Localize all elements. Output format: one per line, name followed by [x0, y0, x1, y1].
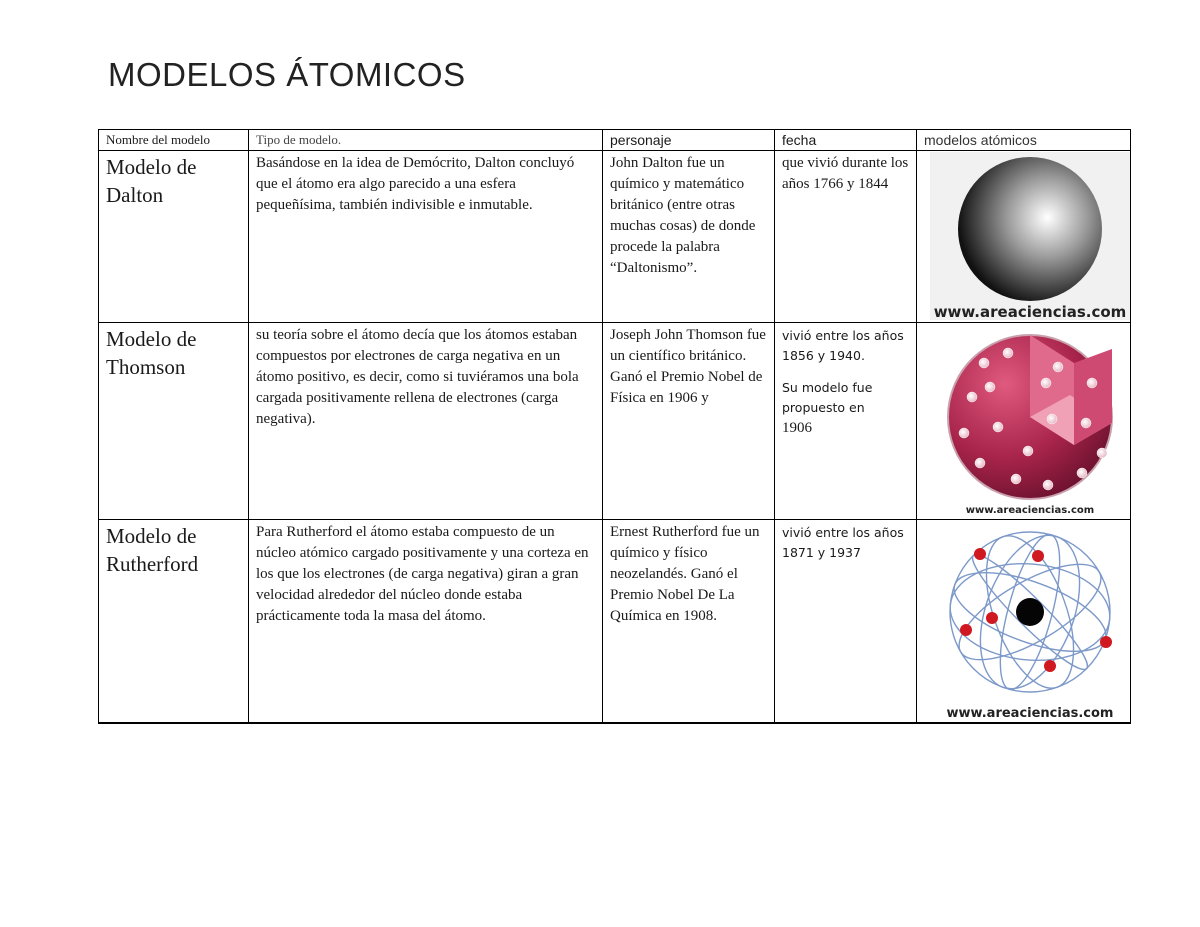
- atomic-models-table: [98, 129, 1131, 724]
- image-credit: www.areaciencias.com: [933, 303, 1127, 321]
- model-proposed-year: 1906: [782, 420, 812, 436]
- header-modelos: modelos atómicos: [917, 130, 1131, 151]
- model-proposed: Su modelo fue propuesto en: [782, 380, 873, 415]
- model-name: Modelo de Thomson: [106, 327, 197, 379]
- page-title: MODELOS ÁTOMICOS: [108, 56, 466, 93]
- header-tipo: Tipo de modelo.: [249, 130, 603, 151]
- table-row: [99, 323, 1131, 520]
- dalton-sphere-icon: [924, 151, 1137, 322]
- model-type: su teoría sobre el átomo decía que los átomos estaban compuestos por electrones de carga negativa en un átomo positivo, es decir, como si tuviéramos una bola cargada positivamente rellena de electrones (carga negativa).: [256, 327, 579, 427]
- model-image-cell: [917, 520, 1131, 724]
- image-credit: www.areaciencias.com: [946, 706, 1114, 721]
- model-type: Para Rutherford el átomo estaba compuesto de un núcleo atómico cargado positivamente y una corteza en los que los electrones (de carga negativa) giran a gran velocidad alrededor del núcleo donde estaba prácticamente toda la masa del átomo.: [256, 524, 589, 624]
- model-date: vivió entre los años 1856 y 1940.: [782, 328, 904, 363]
- model-person: John Dalton fue un químico y matemático británico (entre otras muchas cosas) de donde procede la palabra “Daltonismo”.: [610, 155, 756, 276]
- thomson-plum-pudding-icon: [924, 323, 1137, 519]
- model-name: Modelo de Dalton: [106, 155, 197, 207]
- table-header-row: [99, 130, 1131, 151]
- model-name: Modelo de Rutherford: [106, 524, 199, 576]
- model-person: Joseph John Thomson fue un científico británico. Ganó el Premio Nobel de Física en 1906 y: [610, 327, 766, 406]
- model-image-cell: [917, 323, 1131, 520]
- table-row: [99, 520, 1131, 724]
- image-credit: www.areaciencias.com: [965, 505, 1095, 516]
- header-fecha: fecha: [775, 130, 917, 151]
- model-image-cell: [917, 151, 1131, 323]
- model-date: que vivió durante los años 1766 y 1844: [782, 155, 909, 192]
- header-personaje: personaje: [603, 130, 775, 151]
- header-nombre: Nombre del modelo: [99, 130, 249, 151]
- rutherford-orbits-icon: [924, 520, 1137, 722]
- table-row: [99, 151, 1131, 323]
- model-type: Basándose en la idea de Demócrito, Dalton concluyó que el átomo era algo parecido a una esfera pequeñísima, también indivisible e inmutable.: [256, 155, 575, 213]
- model-date: vivió entre los años 1871 y 1937: [782, 525, 904, 560]
- model-person: Ernest Rutherford fue un químico y físico neozelandés. Ganó el Premio Nobel De La Química en 1908.: [610, 524, 760, 624]
